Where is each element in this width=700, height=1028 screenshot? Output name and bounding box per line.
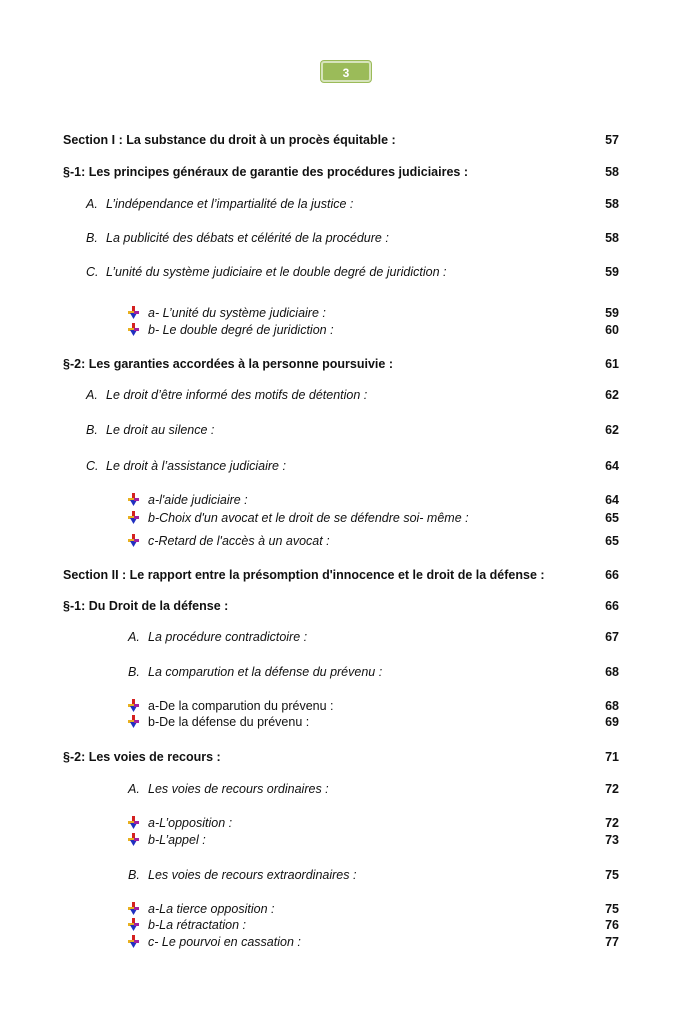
entry-label: §-2: Les garanties accordées à la personne poursuivie : — [63, 357, 393, 371]
entry-label: La procédure contradictoire : — [148, 630, 308, 644]
arrow-bullet-icon — [128, 323, 140, 336]
entry-page-number: 58 — [605, 231, 619, 245]
entry-letter: A. — [86, 197, 98, 211]
entry-letter: C. — [86, 265, 99, 279]
arrow-bullet-icon — [128, 902, 140, 915]
entry-label: Le droit à l’assistance judiciaire : — [106, 459, 286, 473]
entry-page-number: 71 — [605, 750, 619, 764]
entry-page-number: 67 — [605, 630, 619, 644]
entry-label: a-l'aide judiciaire : — [148, 493, 248, 507]
arrow-bullet-icon — [128, 534, 140, 547]
toc-entry[interactable] — [0, 867, 700, 883]
entry-page-number: 77 — [605, 935, 619, 949]
toc-entry[interactable] — [0, 230, 700, 246]
toc-entry[interactable] — [0, 934, 700, 950]
toc-entry[interactable] — [0, 598, 700, 614]
arrow-bullet-icon — [128, 493, 140, 506]
arrow-bullet-icon — [128, 306, 140, 319]
arrow-bullet-icon — [128, 699, 140, 712]
toc-entry[interactable] — [0, 492, 700, 508]
entry-label: La comparution et la défense du prévenu : — [148, 665, 383, 679]
entry-letter: A. — [86, 388, 98, 402]
toc-entry[interactable] — [0, 714, 700, 730]
entry-label: L’unité du système judiciaire et le double degré de juridiction : — [106, 265, 447, 279]
toc-entry[interactable] — [0, 264, 700, 280]
entry-letter: C. — [86, 459, 99, 473]
toc-entry[interactable] — [0, 196, 700, 212]
entry-label: §-1: Du Droit de la défense : — [63, 599, 229, 613]
entry-label: b-De la défense du prévenu : — [148, 715, 310, 729]
arrow-bullet-icon — [128, 715, 140, 728]
entry-page-number: 58 — [605, 165, 619, 179]
entry-label: §-1: Les principes généraux de garantie des procédures judiciaires : — [63, 165, 469, 179]
entry-label: c-Retard de l'accès à un avocat : — [148, 534, 330, 548]
entry-page-number: 66 — [605, 599, 619, 613]
entry-label: Les voies de recours ordinaires : — [148, 782, 329, 796]
entry-page-number: 65 — [605, 511, 619, 525]
entry-label: Le droit d’être informé des motifs de détention : — [106, 388, 368, 402]
entry-page-number: 72 — [605, 782, 619, 796]
entry-label: Section I : La substance du droit à un procès équitable : — [63, 133, 396, 147]
toc-entry[interactable] — [0, 698, 700, 714]
entry-page-number: 68 — [605, 665, 619, 679]
entry-label: §-2: Les voies de recours : — [63, 750, 221, 764]
entry-page-number: 62 — [605, 388, 619, 402]
entry-page-number: 64 — [605, 493, 619, 507]
toc-entry[interactable] — [0, 629, 700, 645]
entry-page-number: 59 — [605, 265, 619, 279]
entry-page-number: 57 — [605, 133, 619, 147]
toc-entry[interactable] — [0, 781, 700, 797]
entry-page-number: 61 — [605, 357, 619, 371]
arrow-bullet-icon — [128, 833, 140, 846]
entry-page-number: 65 — [605, 534, 619, 548]
entry-page-number: 76 — [605, 918, 619, 932]
entry-page-number: 73 — [605, 833, 619, 847]
arrow-bullet-icon — [128, 935, 140, 948]
toc-entry[interactable] — [0, 901, 700, 917]
entry-label: b- Le double degré de juridiction : — [148, 323, 334, 337]
entry-page-number: 58 — [605, 197, 619, 211]
entry-label: b-Choix d'un avocat et le droit de se défendre soi- même : — [148, 511, 469, 525]
entry-label: c- Le pourvoi en cassation : — [148, 935, 301, 949]
entry-page-number: 75 — [605, 902, 619, 916]
toc-entry[interactable] — [0, 664, 700, 680]
entry-label: L’indépendance et l’impartialité de la justice : — [106, 197, 354, 211]
entry-page-number: 75 — [605, 868, 619, 882]
entry-page-number: 68 — [605, 699, 619, 713]
toc-entry[interactable] — [0, 422, 700, 438]
arrow-bullet-icon — [128, 816, 140, 829]
entry-label: Section II : Le rapport entre la présomption d'innocence et le droit de la défense : — [63, 568, 545, 582]
toc-entry[interactable] — [0, 917, 700, 933]
toc-entry[interactable] — [0, 387, 700, 403]
entry-page-number: 62 — [605, 423, 619, 437]
entry-label: a- L’unité du système judiciaire : — [148, 306, 326, 320]
toc-entry[interactable] — [0, 749, 700, 765]
entry-label: b-La rétractation : — [148, 918, 246, 932]
entry-page-number: 64 — [605, 459, 619, 473]
toc-entry[interactable] — [0, 322, 700, 338]
entry-label: b-L’appel : — [148, 833, 206, 847]
toc-entry[interactable] — [0, 533, 700, 549]
entry-label: a-De la comparution du prévenu : — [148, 699, 334, 713]
entry-page-number: 69 — [605, 715, 619, 729]
toc-entry[interactable] — [0, 567, 700, 583]
arrow-bullet-icon — [128, 918, 140, 931]
toc-entry[interactable] — [0, 132, 700, 148]
entry-letter: A. — [128, 782, 140, 796]
toc-entry[interactable] — [0, 458, 700, 474]
entry-page-number: 66 — [605, 568, 619, 582]
entry-page-number: 72 — [605, 816, 619, 830]
entry-letter: B. — [128, 665, 140, 679]
toc-entry[interactable] — [0, 164, 700, 180]
arrow-bullet-icon — [128, 511, 140, 524]
toc-entry[interactable] — [0, 356, 700, 372]
entry-letter: A. — [128, 630, 140, 644]
entry-label: Le droit au silence : — [106, 423, 215, 437]
entry-letter: B. — [86, 231, 98, 245]
toc-entry[interactable] — [0, 510, 700, 526]
entry-letter: B. — [86, 423, 98, 437]
entry-label: a-L’opposition : — [148, 816, 233, 830]
page-number-badge: 3 — [321, 61, 371, 82]
entry-label: a-La tierce opposition : — [148, 902, 275, 916]
toc-entry[interactable] — [0, 815, 700, 831]
toc-entry[interactable] — [0, 832, 700, 848]
toc-entry[interactable] — [0, 305, 700, 321]
entry-page-number: 59 — [605, 306, 619, 320]
entry-letter: B. — [128, 868, 140, 882]
entry-label: La publicité des débats et célérité de la procédure : — [106, 231, 389, 245]
entry-label: Les voies de recours extraordinaires : — [148, 868, 357, 882]
entry-page-number: 60 — [605, 323, 619, 337]
